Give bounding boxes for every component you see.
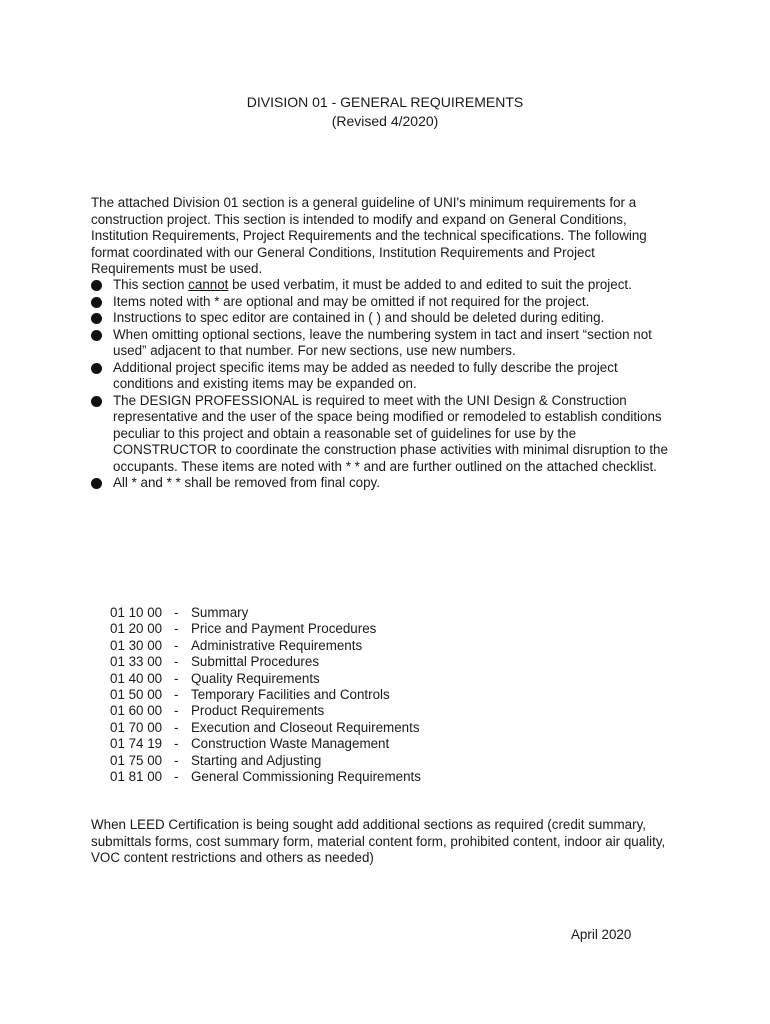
section-dash: - — [174, 736, 179, 752]
section-title: Construction Waste Management — [191, 736, 390, 752]
section-dash: - — [174, 703, 179, 719]
list-item: When omitting optional sections, leave the numbering system in tact and insert “section not used” adjacent to that number. For new sections, use new numbers. — [91, 327, 681, 360]
section-number: 01 70 00 — [110, 719, 163, 735]
section-dash: - — [174, 768, 179, 784]
section-title: Price and Payment Procedures — [191, 621, 377, 637]
document-title: DIVISION 01 - GENERAL REQUIREMENTS — [246, 94, 524, 110]
section-row — [110, 621, 421, 637]
section-number: 01 75 00 — [110, 752, 163, 768]
list-item: Instructions to spec editor are contained in ( ) and should be deleted during editing. — [91, 310, 681, 327]
section-number: 01 30 00 — [110, 637, 163, 653]
section-number: 01 81 00 — [110, 768, 163, 784]
section-dash: - — [174, 654, 179, 670]
section-dash: - — [174, 637, 179, 653]
section-row — [110, 736, 421, 752]
bullet-text: be used verbatim, it must be added to and edited to suit the project. — [228, 277, 632, 292]
section-title: Summary — [191, 605, 249, 620]
underlined-emphasis: cannot — [188, 277, 229, 292]
section-row — [110, 638, 421, 654]
section-number: 01 33 00 — [110, 654, 163, 670]
section-index — [110, 605, 421, 785]
section-title: Product Requirements — [191, 703, 325, 719]
section-row — [110, 654, 421, 670]
list-item — [91, 277, 681, 294]
section-dash: - — [174, 686, 179, 702]
section-row — [110, 769, 421, 785]
section-number: 01 20 00 — [110, 621, 163, 637]
section-title: General Commissioning Requirements — [191, 768, 421, 784]
section-title: Administrative Requirements — [191, 637, 363, 653]
section-row — [110, 687, 421, 703]
section-dash: - — [174, 670, 179, 686]
instructions-list — [91, 277, 681, 492]
section-number: 01 60 00 — [110, 703, 163, 719]
section-title: Submittal Procedures — [191, 654, 320, 670]
section-row — [110, 605, 421, 621]
bullet-text: This section — [113, 277, 189, 292]
list-item: The DESIGN PROFESSIONAL is required to meet with the UNI Design & Construction representative and the user of the space being modified or remodeled to establish conditions peculiar to this project and obtain a reasonable set of guidelines for use by the CONSTRUCTOR to coordinate the construction phase activities with minimal disruption to the occupants. These items are noted with * * and are further outlined on the attached checklist. — [91, 393, 681, 476]
intro-paragraph: The attached Division 01 section is a general guideline of UNI's minimum requirements for a construction project. This section is intended to modify and expand on General Conditions, Institution Requirements, Project Requirements and the technical specifications. The following format coordinated with our General Conditions, Institution Requirements and Project Requirements must be used. — [91, 195, 647, 276]
section-title: Starting and Adjusting — [191, 752, 322, 768]
section-number: 01 10 00 — [110, 605, 163, 620]
section-dash: - — [174, 719, 179, 735]
list-item: Additional project specific items may be added as needed to fully describe the project conditions and existing items may be expanded on. — [91, 360, 681, 393]
section-number: 01 40 00 — [110, 670, 163, 686]
section-row — [110, 671, 421, 687]
footer-date: April 2020 — [571, 927, 632, 942]
section-dash: - — [174, 621, 179, 637]
section-title: Temporary Facilities and Controls — [191, 686, 390, 702]
list-item: All * and * * shall be removed from final copy. — [91, 475, 681, 492]
list-item: Items noted with * are optional and may be omitted if not required for the project. — [91, 294, 681, 311]
section-dash: - — [174, 752, 179, 768]
section-number: 01 74 19 — [110, 736, 163, 752]
leed-note: When LEED Certification is being sought add additional sections as required (credit summary, submittals forms, cost summary form, material content form, prohibited content, indoor air quality, VOC content restrictions and others as needed) — [91, 817, 666, 865]
section-title: Quality Requirements — [191, 670, 320, 686]
section-dash: - — [174, 605, 179, 620]
revision-note: (Revised 4/2020) — [331, 113, 439, 129]
section-number: 01 50 00 — [110, 686, 163, 702]
section-row — [110, 703, 421, 719]
section-row — [110, 753, 421, 769]
section-title: Execution and Closeout Requirements — [191, 719, 420, 735]
section-row — [110, 720, 421, 736]
